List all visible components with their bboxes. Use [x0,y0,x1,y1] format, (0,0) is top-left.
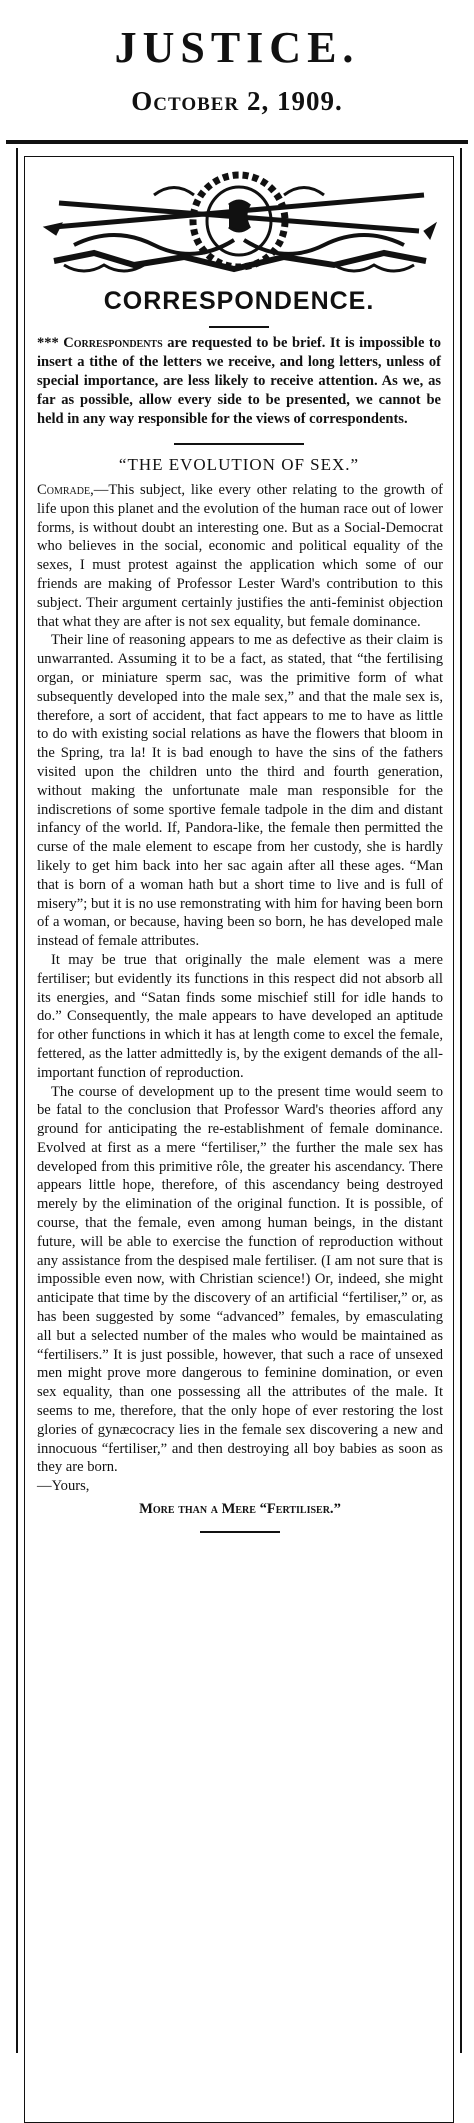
masthead [0,0,474,117]
correspondence-column [16,148,462,2053]
notice-lead: *** Correspondents [37,335,163,351]
letter-paragraph: The course of development up to the present time would seem to be fatal to the conclusion that Professor Ward's theories afford any ground for anticipating the re-establishment of female dominance. Evolved at first as a mere “fertiliser,” the further the male sex has developed from this primitive rôle, the greater his ascendancy. There appears little hope, therefore, of this ascendancy being destroyed merely by the elimination of the original function. It is possible, of course, that the female, even among human beings, in the distant future, will be able to exercise the function of reproduction without any assistance from the despised male fertiliser. (I am not sure that is impossible even now, with Christian science!) Or, indeed, she might anticipate that time by the discovery of an artificial “fertiliser,” or, as has been suggested by some “advanced” females, by emasculating all but a selected number of the males who would be maintained as “fertilisers.” It is just possible, however, that such a race of unsexed men might prove more dangerous to feminine domination, or even sex equality, than one possessing all the attributes of the male. It seems to me, therefore, that the only hope of ever restoring the lost glories of gynæcocracy lies in the female sex discovering a new and innocuous “fertiliser,” and then destroying all boy babies as soon as they are born. [37,1083,443,1476]
paper-name: JUSTICE. [114,23,360,72]
letter-paragraph: Comrade,—This subject, like every other relating to the growth of life upon this planet and the evolution of the human race out of lower forms, is without doubt an interesting one. But as a Social-Democrat who believes in the social, economic and political equality of the sexes, I must protest against the application which some of our friends are making of Professor Lester Ward's contribution to this subject. Their argument certainly justifies the anti-feminist objection that what they are after is not sex equality, but female dominance. [37,482,443,630]
end-rule [200,1531,280,1533]
issue-date: October 2, 1909. [131,86,343,116]
divider [174,443,304,445]
column-frame [24,156,454,2123]
letter-paragraph: It may be true that originally the male element was a mere fertiliser; but evidently its functions in this respect did not absorb all its energies, and “Satan finds some mischief still for idle hands to do.” Consequently, the male appears to have developed an aptitude for other functions in which it has at length come to excel the female, fettered, as the latter admittedly is, by the exigent demands of the all-important function of reproduction. [37,951,443,1081]
letter-paragraph: Their line of reasoning appears to me as defective as their claim is unwarranted. Assuming it to be a fact, as stated, that “the fertilising organ, or miniature sperm sac, was the primitive form of what subsequently developed into the male sex,” and that the male sex is, therefore, a sort of accident, that fact appears to me to have as little to do with existing social relations as have the flowers that bloom in the Spring, tra la! It is bad enough to have the sins of the fathers visited upon the children unto the third and fourth generation, without making the unfortunate male man responsible for the indiscretions of some sportive female tadpole in the dim and distant infancy of the world. If, Pandora-like, the female then permitted the curse of the male element to escape from her custody, she is hardly likely to get him back into her sac again after all these ages. “Man that is born of a woman hath but a short time to live and is full of misery”; but it is no use remonstrating with him for having been born of a woman, or because, having been so born, he has developed male instead of female attributes. [37,632,443,950]
divider [209,326,269,328]
closing: —Yours, [37,1478,90,1495]
section-title: CORRESPONDENCE. [103,287,375,315]
masthead-rule [6,140,468,144]
notice-text: are requested to be brief. It is impossible to insert a tithe of the letters we receive, and long letters, unless of special importance, are less likely to receive attention. As we, as far as possible, allow every side to be presented, we cannot be held in any way responsible for the views of correspondents. [37,335,441,427]
editorial-notice [25,334,453,429]
letter-body [25,481,453,1533]
emblem-illustration [34,165,444,283]
article-title: “THE EVOLUTION OF SEX.” [118,455,360,474]
signature: More than a Mere “Fertiliser.” [139,1501,341,1518]
salutation: Comrade, [37,482,94,498]
